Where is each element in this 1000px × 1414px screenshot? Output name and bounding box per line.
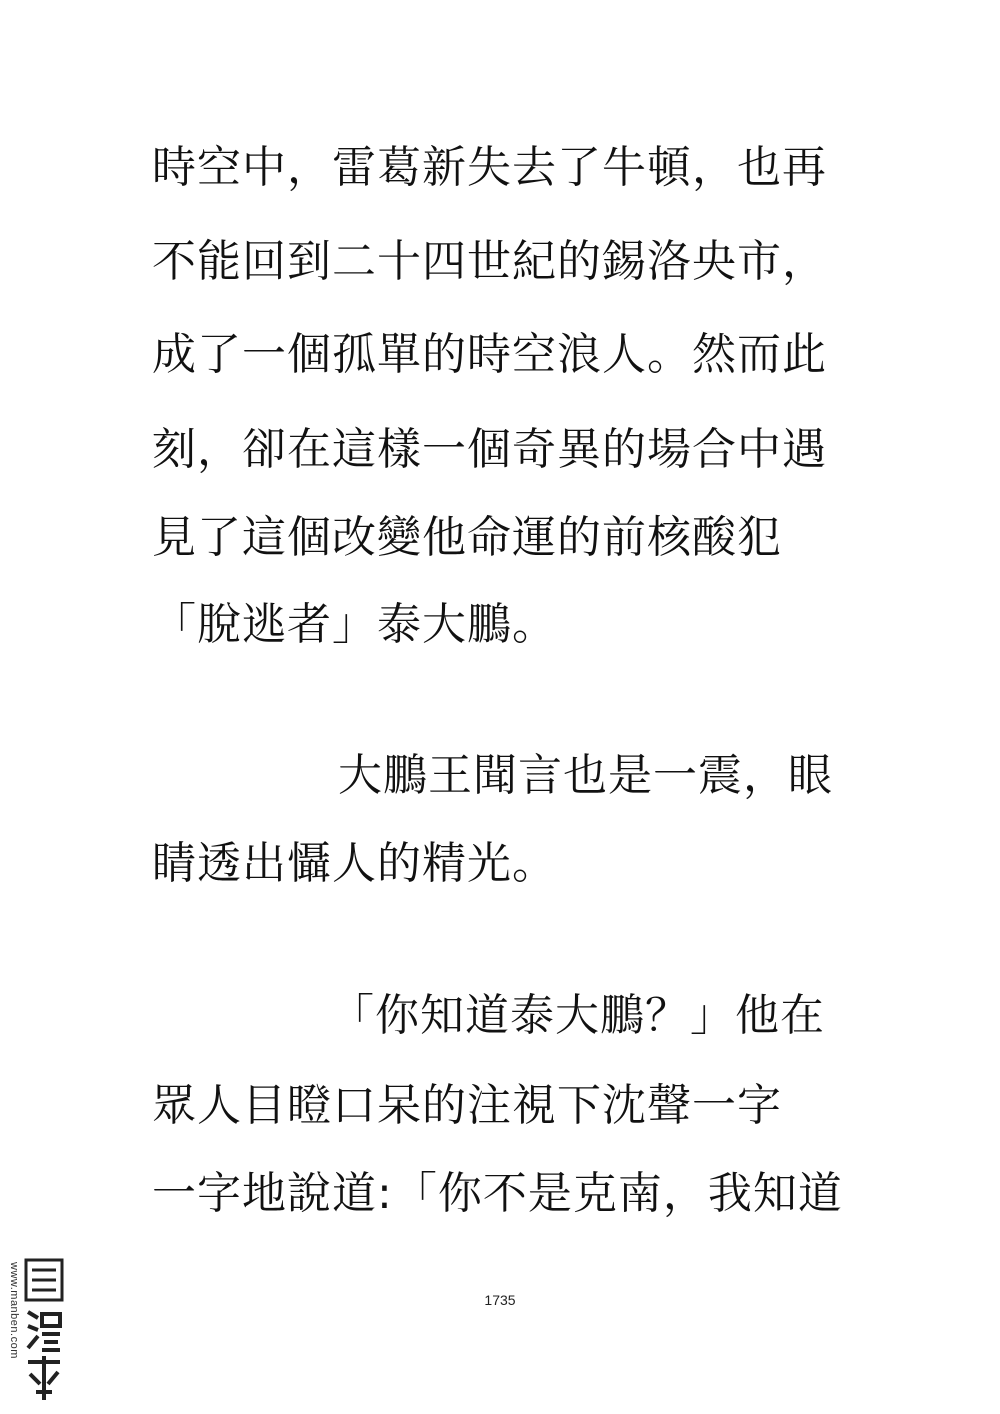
text-line-9: 「你知道泰大鵬？」他在 (330, 990, 825, 1041)
text-line-3: 成了一個孤單的時空浪人。然而此 (152, 329, 827, 380)
page-number: 1735 (484, 1292, 516, 1308)
watermark-logo (22, 1256, 66, 1406)
text-line-10: 眾人目瞪口呆的注視下沈聲一字 (152, 1080, 782, 1131)
text-line-8: 睛透出懾人的精光。 (152, 838, 557, 889)
watermark-url: www.manben.com (8, 1262, 20, 1359)
text-line-1: 時空中，雷葛新失去了牛頓，也再 (152, 142, 827, 193)
text-line-7: 大鵬王聞言也是一震，眼 (338, 750, 833, 801)
text-line-4: 刻，卻在這樣一個奇異的場合中遇 (152, 424, 827, 475)
text-line-11: 一字地說道:「你不是克南，我知道 (152, 1168, 843, 1219)
text-line-6: 「脫逃者」泰大鵬。 (152, 599, 557, 650)
text-line-5: 見了這個改變他命運的前核酸犯 (152, 512, 782, 563)
text-line-2: 不能回到二十四世紀的錫洛央市， (152, 236, 827, 287)
